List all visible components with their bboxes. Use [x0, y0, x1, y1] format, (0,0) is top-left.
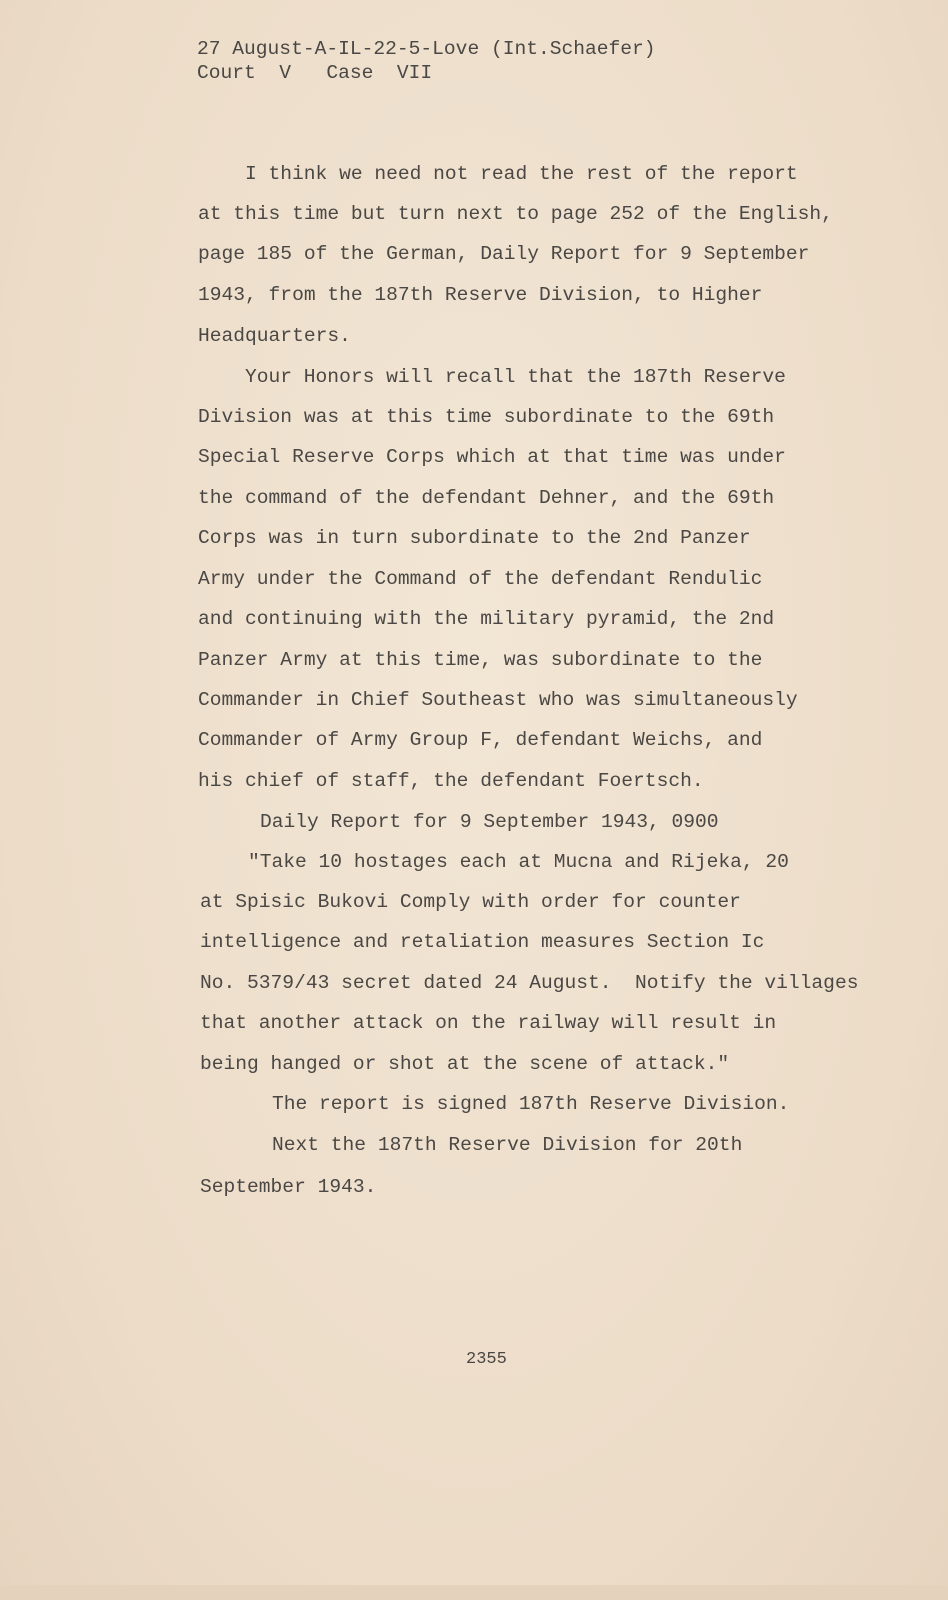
- body-line: Corps was in turn subordinate to the 2nd Panzer: [198, 527, 751, 549]
- body-line: No. 5379/43 secret dated 24 August. Notify the villages: [200, 972, 859, 994]
- body-line: Commander in Chief Southeast who was simultaneously: [198, 689, 798, 711]
- body-line: and continuing with the military pyramid, the 2nd: [198, 608, 775, 630]
- body-line: 1943, from the 187th Reserve Division, to Higher: [198, 284, 763, 306]
- body-line: September 1943.: [200, 1176, 377, 1198]
- page-bottom-edge: [0, 1585, 948, 1600]
- body-line: Headquarters.: [198, 325, 351, 347]
- body-line: that another attack on the railway will result in: [200, 1012, 777, 1034]
- body-line: Army under the Command of the defendant Rendulic: [198, 568, 763, 590]
- body-line: Panzer Army at this time, was subordinate to the: [198, 649, 763, 671]
- body-line: the command of the defendant Dehner, and the 69th: [198, 487, 775, 509]
- body-line: I think we need not read the rest of the report: [245, 163, 798, 185]
- body-line: Division was at this time subordinate to the 69th: [198, 406, 775, 428]
- body-line: Daily Report for 9 September 1943, 0900: [260, 811, 719, 833]
- body-line: at this time but turn next to page 252 of the English,: [198, 203, 833, 225]
- body-line: Commander of Army Group F, defendant Weichs, and: [198, 729, 763, 751]
- body-line: Next the 187th Reserve Division for 20th: [272, 1134, 743, 1156]
- body-line: "Take 10 hostages each at Mucna and Rijeka, 20: [248, 851, 789, 873]
- body-line: page 185 of the German, Daily Report for 9 September: [198, 243, 810, 265]
- body-line: being hanged or shot at the scene of attack.": [200, 1053, 730, 1075]
- header-line-1: 27 August-A-IL-22-5-Love (Int.Schaefer): [197, 38, 656, 60]
- body-line: at Spisic Bukovi Comply with order for counter: [200, 891, 741, 913]
- page-number: 2355: [466, 1350, 507, 1369]
- body-line: The report is signed 187th Reserve Division.: [272, 1093, 790, 1115]
- body-line: his chief of staff, the defendant Foertsch.: [198, 770, 704, 792]
- header-line-2: Court V Case VII: [197, 62, 433, 84]
- body-line: Special Reserve Corps which at that time was under: [198, 446, 786, 468]
- body-line: Your Honors will recall that the 187th Reserve: [245, 366, 786, 388]
- body-line: intelligence and retaliation measures Section Ic: [200, 931, 765, 953]
